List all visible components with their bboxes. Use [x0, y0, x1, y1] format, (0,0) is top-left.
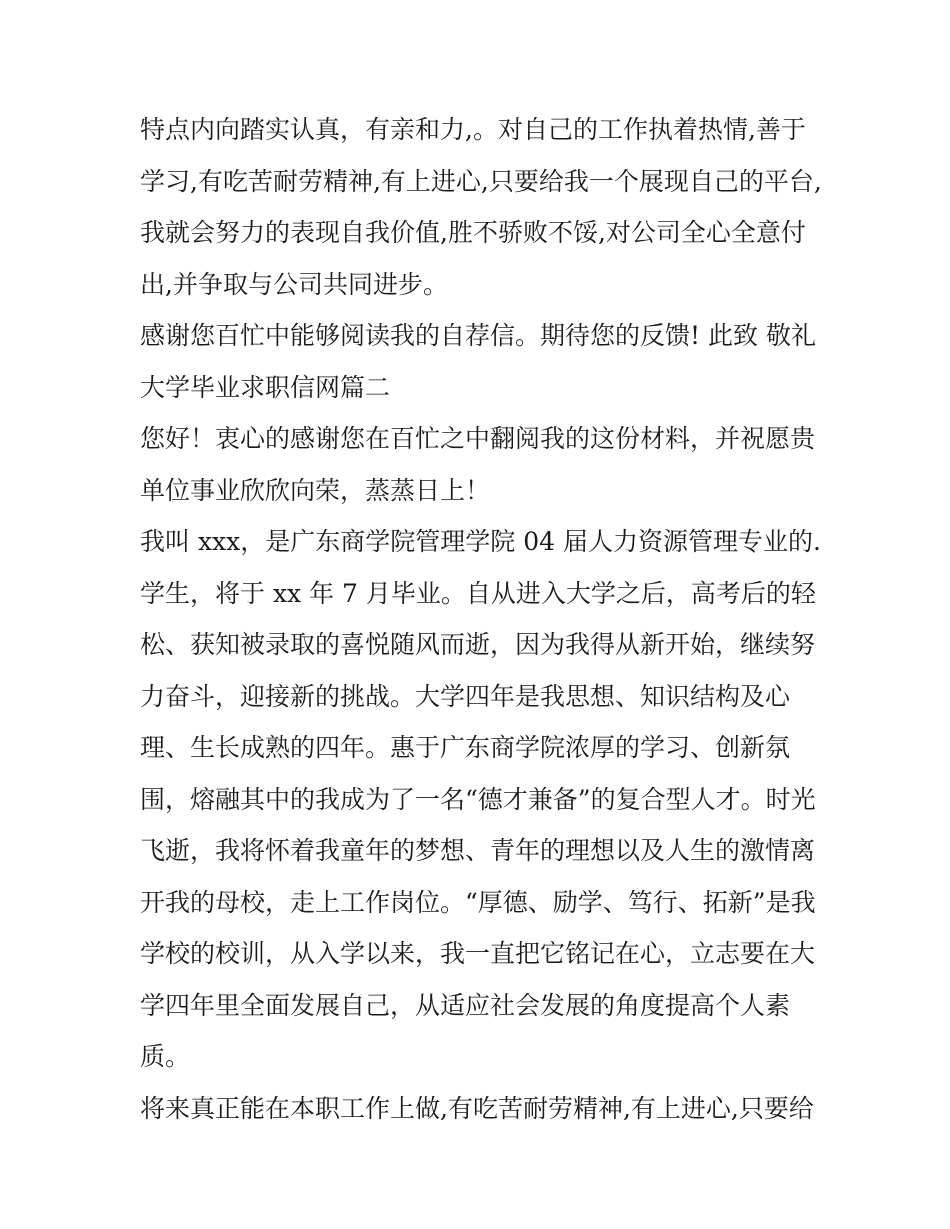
- text-line: 松、获知被录取的喜悦随风而逝，因为我得从新开始，继续努: [140, 630, 816, 659]
- text-line: 出,并争取与公司共同进步。: [140, 269, 448, 299]
- text-line: 围，熔融其中的我成为了一名“德才兼备”的复合型人才。时光: [140, 784, 816, 814]
- text-line: 学习,有吃苦耐劳精神,有上进心,只要给我一个展现自己的平台,: [140, 166, 822, 196]
- text-line: 我就会努力的表现自我价值,胜不骄败不馁,对公司全心全意付: [140, 218, 806, 247]
- text-line: 学四年里全面发展自己，从适应社会发展的角度提高个人素: [140, 990, 791, 1020]
- text-line: 特点内向踏实认真，有亲和力,。对自己的工作执着热情,善于: [140, 115, 806, 144]
- text-line: 将来真正能在本职工作上做,有吃苦耐劳精神,有上进心,只要给: [140, 1093, 814, 1123]
- text-line: 理、生长成熟的四年。惠于广东商学院浓厚的学习、创新氛: [140, 733, 791, 762]
- text-line: 飞逝，我将怀着我童年的梦想、青年的理想以及人生的激情离: [140, 836, 816, 865]
- text-line: 开我的母校，走上工作岗位。“厚德、励学、笃行、拓新”是我: [140, 887, 816, 917]
- document-body: [140, 104, 830, 1134]
- text-line: 我叫 xxx，是广东商学院管理学院 04 届人力资源管理专业的.: [140, 527, 821, 556]
- text-line: 学生，将于 xx 年 7 月毕业。自从进入大学之后，高考后的轻: [140, 578, 816, 608]
- text-line: 学校的校训，从入学以来，我一直把它铭记在心，立志要在大: [140, 939, 816, 968]
- section-title: 大学毕业求职信网篇二: [140, 372, 391, 402]
- text-line: 质。: [140, 1042, 191, 1071]
- text-line: 单位事业欣欣向荣，蒸蒸日上！: [140, 475, 491, 505]
- text-line: 力奋斗，迎接新的挑战。大学四年是我思想、知识结构及心: [140, 681, 791, 711]
- greeting-line: 您好！衷心的感谢您在百忙之中翻阅我的这份材料，并祝愿贵: [140, 424, 816, 453]
- closing-line: 感谢您百忙中能够阅读我的自荐信。期待您的反馈! 此致 敬礼: [140, 321, 816, 350]
